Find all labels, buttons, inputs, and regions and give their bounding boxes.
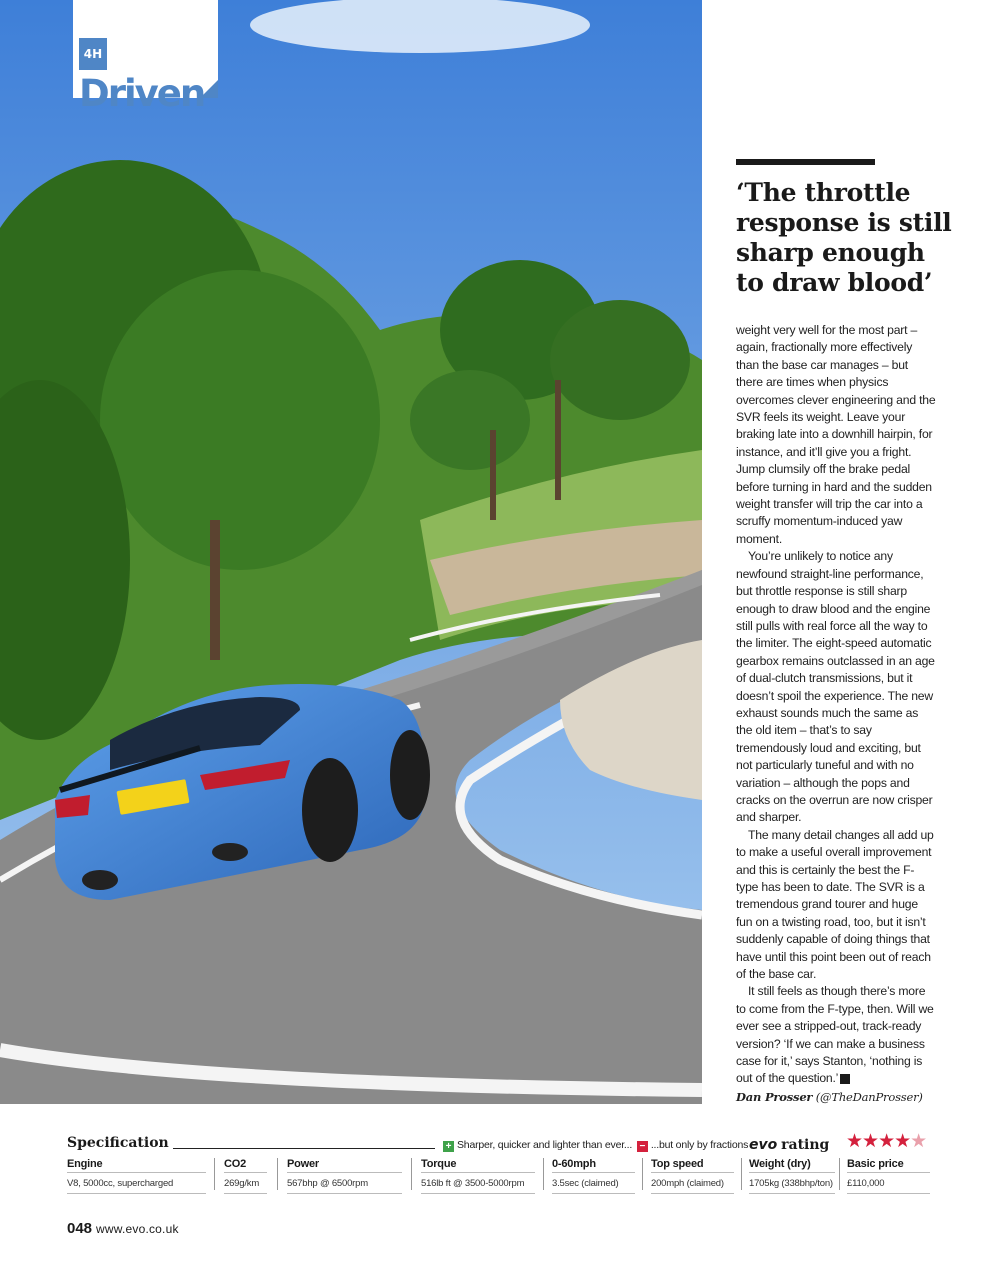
star-rating (846, 1130, 926, 1153)
spec-engine (67, 1156, 206, 1194)
pros-cons (443, 1139, 748, 1152)
spec-value: 200mph (claimed) (651, 1178, 734, 1194)
spec-weight (749, 1156, 835, 1194)
spec-value: 3.5sec (claimed) (552, 1178, 635, 1194)
spec-separator (411, 1158, 412, 1190)
spec-separator (543, 1158, 544, 1190)
byline (736, 1089, 936, 1106)
paragraph-final (736, 983, 936, 1087)
spec-top-speed (651, 1156, 734, 1194)
spec-label: Basic price (847, 1156, 930, 1173)
spec-label: Engine (67, 1156, 206, 1173)
spec-separator (741, 1158, 742, 1190)
site-url: www.evo.co.uk (96, 1222, 179, 1236)
section-mark-icon: 4H (79, 38, 107, 70)
spec-separator (839, 1158, 840, 1190)
page-number: 048 (67, 1220, 93, 1237)
spec-torque (421, 1156, 535, 1194)
spec-co2 (224, 1156, 267, 1194)
author-name: Dan Prosser (736, 1089, 813, 1104)
evo-rating-label (749, 1136, 829, 1153)
spec-value: £110,000 (847, 1178, 930, 1194)
paragraph: weight very well for the most part – again, fractionally more effectively than the base car manages – but there are times when physics overcomes clever engineering and the SVR feels its weight. Leave your braking late into a downhill hairpin, for instance, and it’ll give you a fright. Jump clumsily off the brake pedal before turning in hard and the sudden weight transfer will trip the car into a scruffy momentum-induced yaw moment. (736, 323, 936, 546)
section-label: Driven (79, 72, 205, 115)
spec-value: 567bhp @ 6500rpm (287, 1178, 402, 1194)
rating-word: rating (781, 1137, 830, 1153)
spec-value: 1705kg (338bhp/ton) (749, 1178, 835, 1194)
section-badge (73, 0, 218, 115)
plus-icon: + (443, 1141, 454, 1152)
end-mark-icon: ✕ (840, 1074, 850, 1084)
half-star-icon: ★ (910, 1131, 927, 1152)
paragraph: The many detail changes all add up to make a useful overall improvement and this is certainly the best the F-type has been to date. The SVR is a tremendous grand tourer and huge fun on a twisting road, too, but it isn’t suddenly capable of doing things that have until this point been out of reach of the base car. (736, 827, 934, 982)
spec-acceleration (552, 1156, 635, 1194)
badge-notch (200, 80, 218, 98)
page-folio (67, 1220, 179, 1237)
spec-title: Specification (67, 1135, 169, 1151)
pull-quote: ‘The throttle response is still sharp enough to draw blood’ (736, 178, 952, 297)
spec-label: CO2 (224, 1156, 267, 1173)
spec-price (847, 1156, 930, 1194)
plus-text: Sharper, quicker and lighter than ever... (457, 1139, 633, 1151)
pull-quote-rule (736, 159, 875, 165)
spec-value: 516lb ft @ 3500-5000rpm (421, 1178, 535, 1194)
spec-separator (277, 1158, 278, 1190)
spec-label: 0-60mph (552, 1156, 635, 1173)
spec-separator (642, 1158, 643, 1190)
spec-value: 269g/km (224, 1178, 267, 1194)
full-stars-icon: ★★★★ (846, 1131, 911, 1152)
spec-power (287, 1156, 402, 1194)
spec-divider (173, 1148, 435, 1149)
spec-label: Power (287, 1156, 402, 1173)
spec-value: V8, 5000cc, supercharged (67, 1178, 206, 1194)
spec-label: Torque (421, 1156, 535, 1173)
spec-label: Weight (dry) (749, 1156, 835, 1173)
paragraph: You’re unlikely to notice any newfound straight-line performance, but throttle response is still sharp enough to draw blood and the engine still pulls with real force all the way to the limiter. The eight-speed automatic gearbox remains outclassed in an age of dual-clutch transmissions, but it doesn’t spoil the experience. The new exhaust sounds much the same as the old item – that’s to say tremendously loud and exciting, but not particularly tuneful and with no variation – although the pops and cracks on the overrun are now crisper and sharper. (736, 549, 935, 825)
article-body (736, 322, 936, 1106)
author-handle: (@TheDanProsser) (815, 1089, 923, 1104)
spec-label: Top speed (651, 1156, 734, 1173)
paragraph-text: It still feels as though there’s more to come from the F-type, then. Will we ever see a stripped-out, track-ready version? ‘If we can make a business case for it,’ says Stanton, ‘nothing is out of the question.’ (736, 984, 934, 1086)
rating-brand: evo (749, 1137, 778, 1153)
spec-separator (214, 1158, 215, 1190)
minus-icon: − (637, 1141, 648, 1152)
minus-text: ...but only by fractions (650, 1139, 749, 1151)
section-title (79, 38, 218, 115)
